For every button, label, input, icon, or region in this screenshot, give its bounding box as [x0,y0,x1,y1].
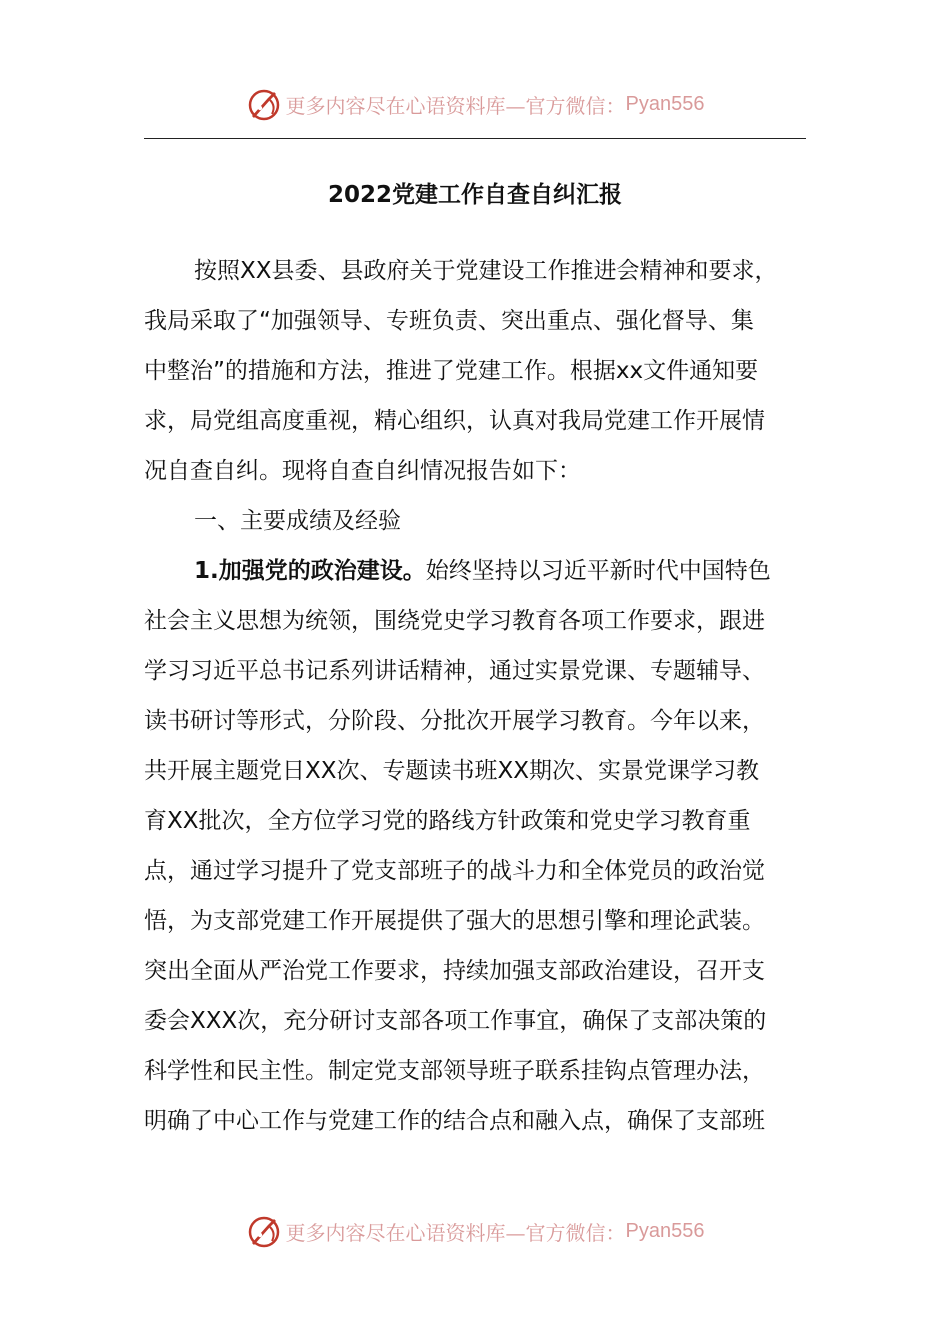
paragraph-line: 明确了中心工作与党建工作的结合点和融入点，确保了支部班 [144,1108,765,1134]
paragraph-line: 读书研讨等形式，分阶段、分批次开展学习教育。今年以来， [144,708,765,734]
paragraph-line: 科学性和民主性。制定党支部领导班子联系挂钩点管理办法， [144,1058,765,1084]
subsection-heading: 1.加强党的政治建设。 [194,558,426,584]
paragraph-line: 学习习近平总书记系列讲话精神，通过实景党课、专题辅导、 [144,658,765,684]
paragraph-line: 育XX批次，全方位学习党的路线方针政策和党史学习教育重 [144,808,751,834]
paragraph-line: 1.加强党的政治建设。始终坚持以习近平新时代中国特色 [194,558,771,584]
section-heading: 一、主要成绩及经验 [194,508,401,534]
pen-nib-circle-icon [246,1213,282,1249]
paragraph-line: 中整治”的措施和方法，推进了党建工作。根据xx文件通知要 [144,358,759,384]
footer-wechat-id: Pyan556 [625,1219,705,1242]
header-divider [144,138,806,139]
paragraph-line: 我局采取了“加强领导、专班负责、突出重点、强化督导、集 [144,308,754,334]
footer-watermark-text: 更多内容尽在心语资料库—官方微信： [285,1220,626,1245]
paragraph-line: 按照XX县委、县政府关于党建设工作推进会精神和要求， [194,258,778,284]
header-watermark [0,82,950,126]
paragraph-line: 悟，为支部党建工作开展提供了强大的思想引擎和理论武装。 [144,908,765,934]
document-body [144,246,806,1146]
paragraph-line: 共开展主题党日XX次、专题读书班XX期次、实景党课学习教 [144,758,760,784]
header-wechat-id: Pyan556 [625,92,705,115]
paragraph-line: 突出全面从严治党工作要求，持续加强支部政治建设，召开支 [144,958,765,984]
header-watermark-text: 更多内容尽在心语资料库—官方微信： [285,93,626,118]
pen-nib-circle-icon [246,86,282,122]
paragraph-line: 求，局党组高度重视，精心组织，认真对我局党建工作开展情 [144,408,765,434]
paragraph-line: 点，通过学习提升了党支部班子的战斗力和全体党员的政治觉 [144,858,765,884]
document-title: 2022党建工作自查自纠汇报 [327,182,622,208]
paragraph-line: 况自查自纠。现将自查自纠情况报告如下： [144,458,581,484]
paragraph-line: 社会主义思想为统领，围绕党史学习教育各项工作要求，跟进 [144,608,765,634]
footer-watermark [0,1209,950,1253]
paragraph-line: 委会XXX次，充分研讨支部各项工作事宜，确保了支部决策的 [144,1008,767,1034]
